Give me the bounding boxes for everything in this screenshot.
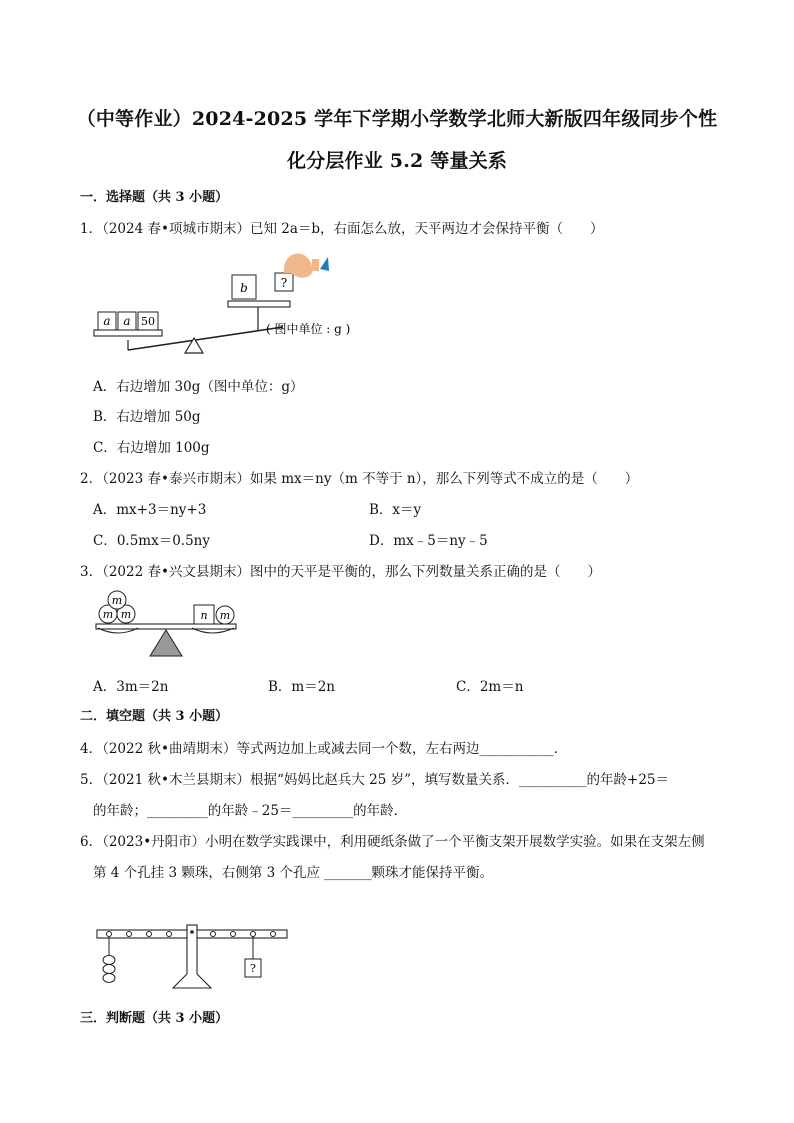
question-4-stem: 4．（2022 秋•曲靖期末）等式两边加上或减去同一个数，左右两边___________． bbox=[80, 741, 568, 757]
question-2-option-b: B．x＝y bbox=[369, 502, 422, 518]
question-6-balance-rack-figure bbox=[95, 922, 295, 994]
question-5-line2: 的年龄；_________的年龄﹣25＝_________的年龄． bbox=[93, 803, 408, 819]
question-6-line1: 6．（2023•丹阳市）小明在数学实践课中，利用硬纸条做了一个平衡支架开展数学实验。如果在支架左侧 bbox=[80, 834, 705, 850]
question-2-option-d: D．mx﹣5＝ny﹣5 bbox=[369, 533, 488, 549]
question-2-stem: 2．（2023 春•泰兴市期末）如果 mx＝ny（m 不等于 n），那么下列等式不成立的是（ ） bbox=[80, 471, 639, 487]
left-block-a2-label: a bbox=[123, 314, 131, 328]
section-heading-fill: 二．填空题（共 3 小题） bbox=[80, 709, 229, 724]
question-1-stem: 1．（2024 春•项城市期末）已知 2a＝b，右面怎么放，天平两边才会保持平衡（ ） bbox=[80, 221, 604, 237]
question-1-option-c: C．右边增加 100g bbox=[93, 440, 210, 456]
question-3-balance-figure bbox=[92, 590, 242, 660]
left-ball-m1-label: m bbox=[102, 608, 114, 621]
rack-base bbox=[173, 974, 211, 988]
section-heading-choice: 一．选择题（共 3 小题） bbox=[80, 190, 229, 205]
question-3-option-a: A．3m＝2n bbox=[93, 679, 169, 695]
figure-unit-label: ( 图中单位 : g ) bbox=[266, 322, 351, 336]
unknown-block-label: ? bbox=[280, 276, 288, 290]
left-pan bbox=[94, 330, 162, 336]
left-block-a1-label: a bbox=[103, 314, 111, 328]
question-1-balance-figure bbox=[88, 245, 388, 360]
page-title-line1: （中等作业）2024-2025 学年下学期小学数学北师大新版四年级同步个性 bbox=[76, 108, 718, 130]
right-block-b-label: b bbox=[240, 281, 248, 295]
bead-3 bbox=[103, 974, 115, 983]
question-6-line2: 第 4 个孔挂 3 颗珠，右侧第 3 个孔应 _______颗珠才能保持平衡。 bbox=[93, 865, 494, 881]
left-ball-m3-label: m bbox=[111, 594, 123, 607]
page-title-line2: 化分层作业 5.2 等量关系 bbox=[286, 150, 508, 172]
bead-1 bbox=[103, 956, 115, 965]
cuff-icon bbox=[320, 257, 329, 271]
q3-balance-beam bbox=[96, 624, 236, 629]
balance-fulcrum bbox=[185, 338, 203, 353]
question-3-stem: 3．（2022 春•兴文县期末）图中的天平是平衡的，那么下列数量关系正确的是（ ） bbox=[80, 564, 601, 580]
question-5-line1: 5．（2021 秋•木兰县期末）根据“妈妈比赵兵大 25 岁”，填写数量关系．__________的年龄+25＝ bbox=[80, 772, 670, 788]
question-3-option-c: C．2m＝n bbox=[456, 679, 524, 695]
question-2-option-c: C．0.5mx＝0.5ny bbox=[93, 533, 211, 549]
question-2-option-a: A．mx+3＝ny+3 bbox=[93, 502, 207, 518]
right-pan bbox=[228, 301, 290, 307]
right-ball-m-label: m bbox=[219, 609, 231, 622]
section-heading-judge: 三．判断题（共 3 小题） bbox=[80, 1011, 229, 1026]
left-block-50-label: 50 bbox=[141, 315, 155, 328]
right-box-n-label: n bbox=[200, 609, 208, 622]
q3-balance-fulcrum bbox=[150, 630, 182, 656]
question-1-option-b: B．右边增加 50g bbox=[93, 409, 201, 425]
question-3-option-b: B．m＝2n bbox=[268, 679, 336, 695]
question-1-option-a: A．右边增加 30g（图中单位：g） bbox=[93, 379, 304, 395]
bead-2 bbox=[103, 965, 115, 974]
q6-unknown-box-label: ? bbox=[250, 962, 256, 975]
left-ball-m2-label: m bbox=[120, 608, 132, 621]
